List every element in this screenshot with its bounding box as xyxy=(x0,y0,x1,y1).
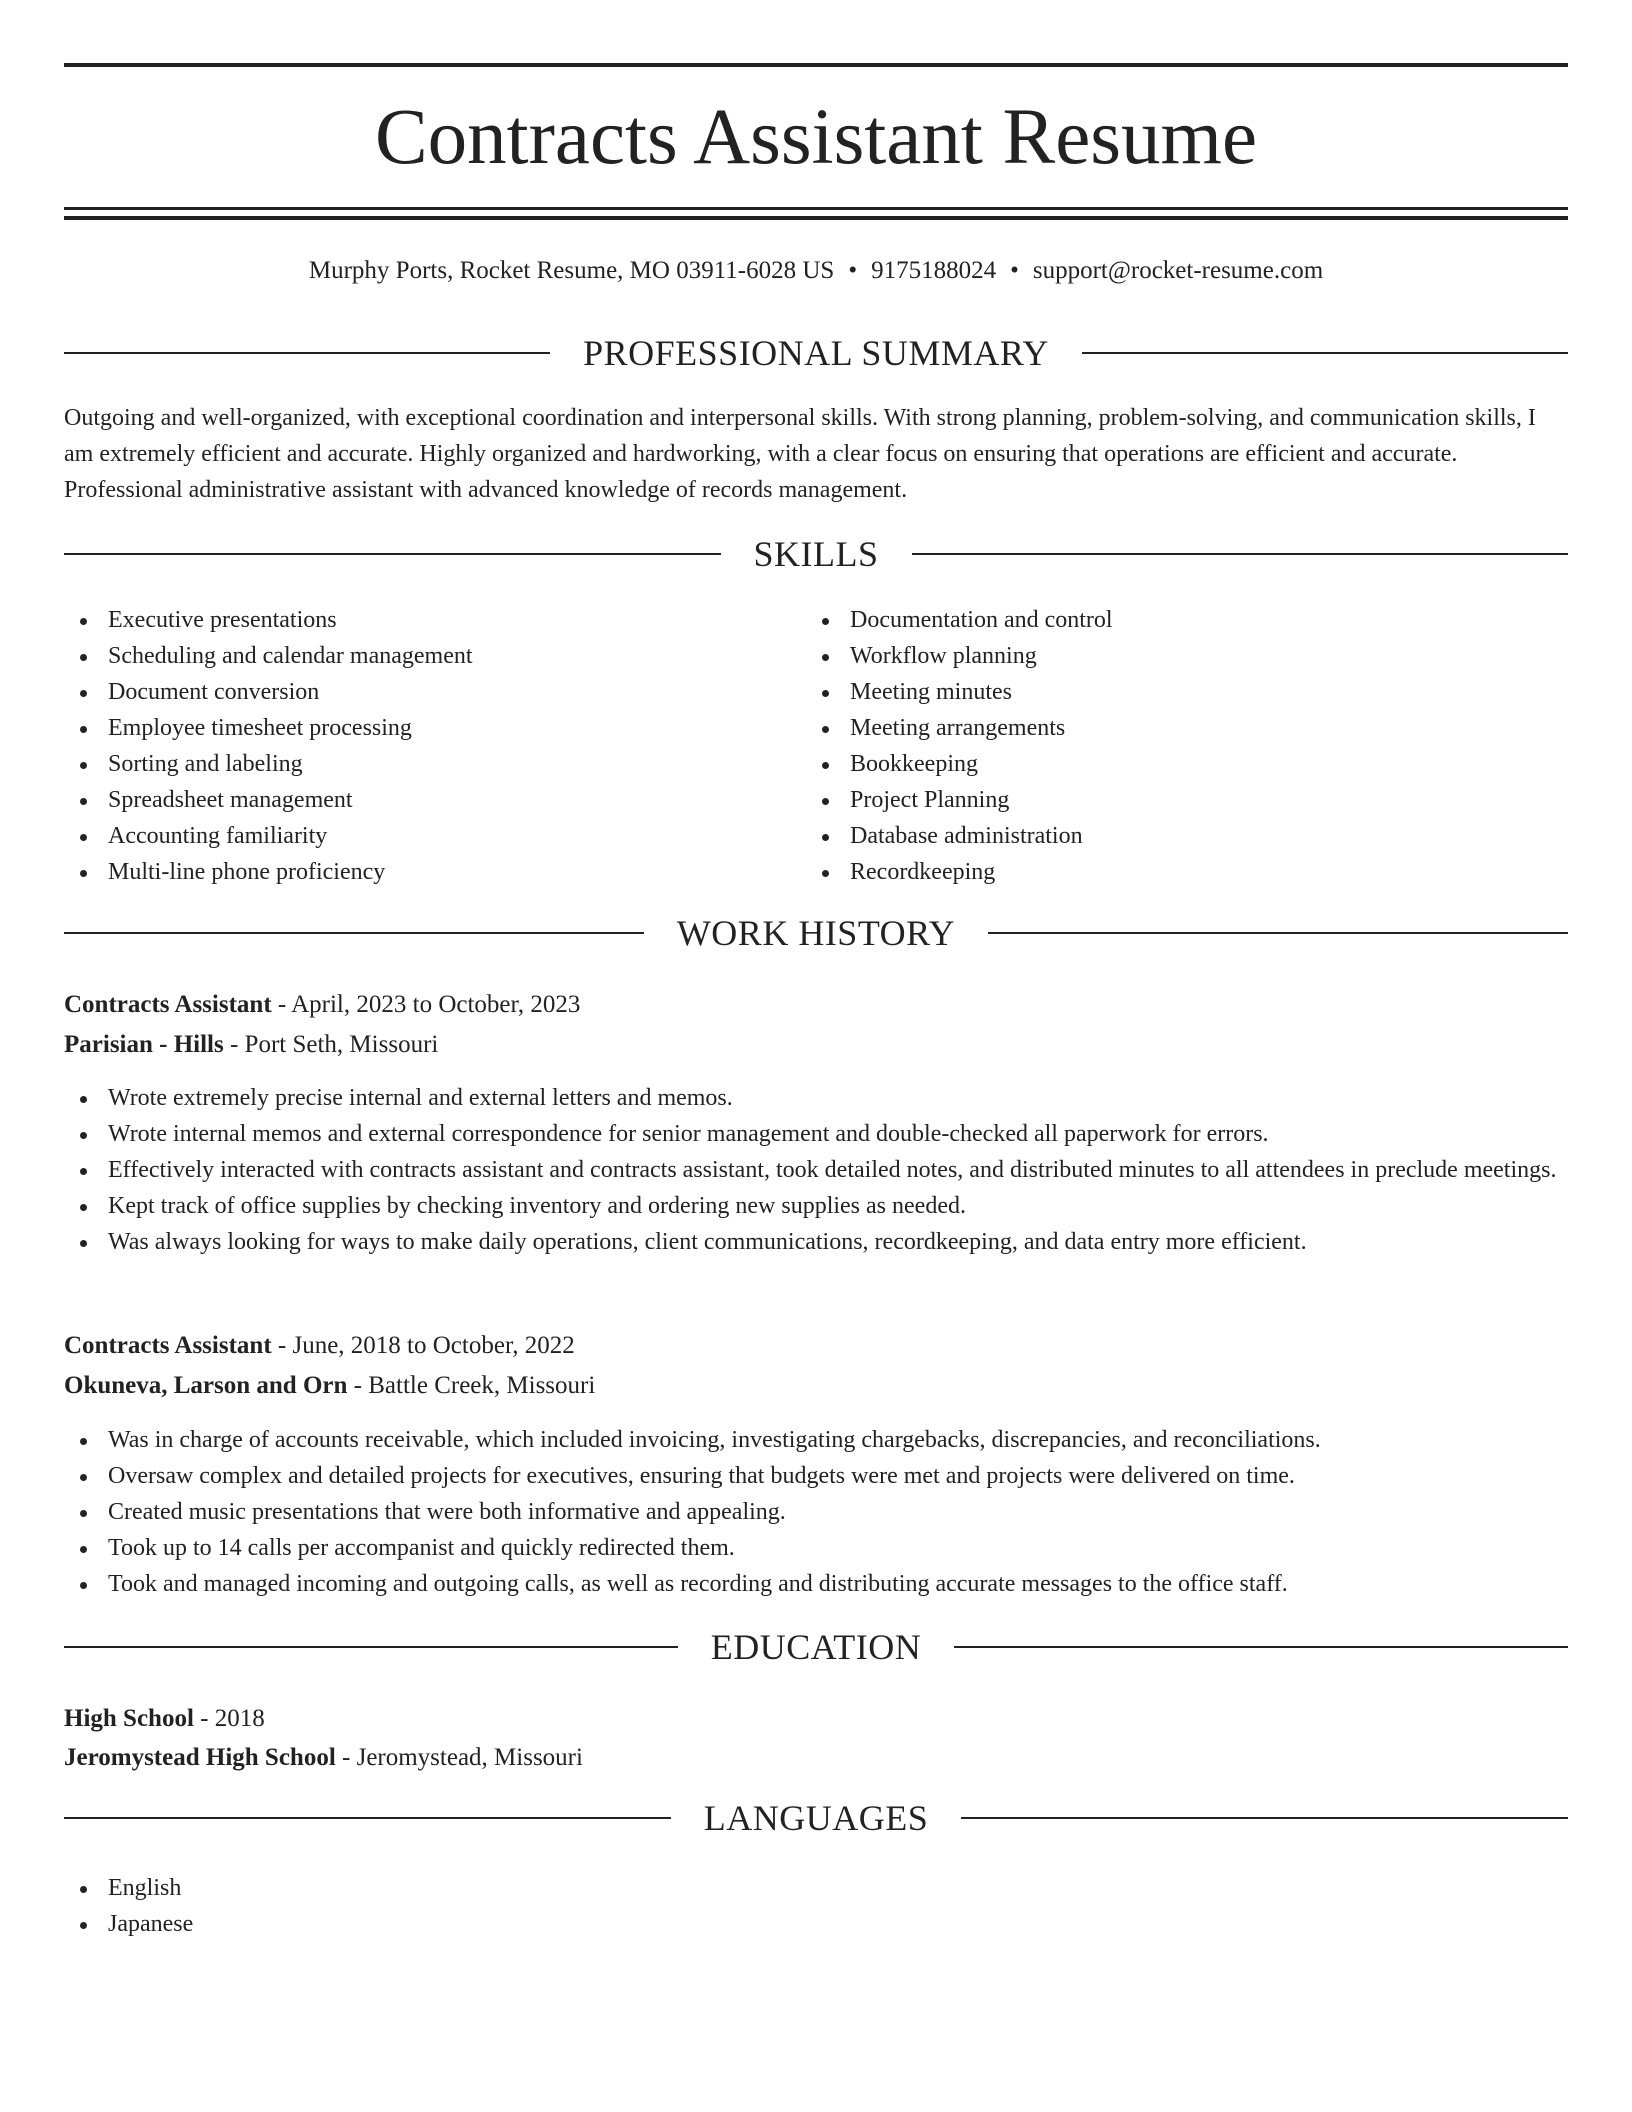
languages-block xyxy=(64,1870,1568,1942)
skills-list-right xyxy=(806,602,1506,890)
skill-item: Meeting arrangements xyxy=(806,710,1506,746)
education-degree: High School xyxy=(64,1705,194,1732)
job-bullet: Took and managed incoming and outgoing calls, as well as recording and distributing accurate messages to the office staff. xyxy=(64,1566,1568,1602)
job-bullet: Effectively interacted with contracts assistant and contracts assistant, took detailed notes, and distributed minutes to all attendees in preclude meetings. xyxy=(64,1152,1568,1188)
divider xyxy=(64,553,721,555)
skill-item: Accounting familiarity xyxy=(64,818,764,854)
job-company-line xyxy=(64,1366,1568,1406)
divider xyxy=(64,1817,671,1819)
job-bullets xyxy=(64,1080,1568,1260)
job-bullet: Wrote extremely precise internal and external letters and memos. xyxy=(64,1080,1568,1116)
page-title: Contracts Assistant Resume xyxy=(374,94,1258,181)
job-title: Contracts Assistant xyxy=(64,991,272,1018)
section-header-work xyxy=(64,911,1568,955)
section-title-education: EDUCATION xyxy=(710,1627,922,1667)
divider xyxy=(64,932,644,934)
job-bullet: Took up to 14 calls per accompanist and quickly redirected them. xyxy=(64,1530,1568,1566)
section-header-skills xyxy=(64,532,1568,576)
job-dates: - April, 2023 to October, 2023 xyxy=(271,991,581,1018)
contact-separator: • xyxy=(1010,257,1019,284)
divider xyxy=(954,1646,1568,1648)
job-bullet-list xyxy=(64,1422,1568,1602)
section-title-languages: LANGUAGES xyxy=(703,1798,929,1838)
job-location: - Battle Creek, Missouri xyxy=(347,1372,596,1399)
divider xyxy=(912,553,1569,555)
skill-item: Recordkeeping xyxy=(806,854,1506,890)
languages-list xyxy=(64,1870,1568,1942)
skills-column-left xyxy=(64,602,764,890)
skill-item: Employee timesheet processing xyxy=(64,710,764,746)
job-company-line xyxy=(64,1025,1568,1065)
contact-address: Murphy Ports, Rocket Resume, MO 03911-6028 US xyxy=(308,257,835,284)
job-bullet: Was in charge of accounts receivable, which included invoicing, investigating chargebacks, discrepancies, and reconciliations. xyxy=(64,1422,1568,1458)
section-title-skills: SKILLS xyxy=(753,534,879,574)
contact-phone: 9175188024 xyxy=(871,257,997,284)
skill-item: Database administration xyxy=(806,818,1506,854)
skill-item: Documentation and control xyxy=(806,602,1506,638)
job-company: Okuneva, Larson and Orn xyxy=(64,1372,348,1399)
job-title-line xyxy=(64,985,1568,1025)
skill-item: Document conversion xyxy=(64,674,764,710)
job-bullet-list xyxy=(64,1080,1568,1260)
section-header-summary xyxy=(64,331,1568,375)
skill-item: Meeting minutes xyxy=(806,674,1506,710)
section-header-languages xyxy=(64,1796,1568,1840)
job-bullet: Was always looking for ways to make daily operations, client communications, recordkeeping, and data entry more efficient. xyxy=(64,1224,1568,1260)
skill-item: Spreadsheet management xyxy=(64,782,764,818)
skills-column-right xyxy=(806,602,1506,890)
contact-separator: • xyxy=(848,257,858,284)
education-school: Jeromystead High School xyxy=(64,1744,336,1771)
skill-item: Scheduling and calendar management xyxy=(64,638,764,674)
skill-item: Sorting and labeling xyxy=(64,746,764,782)
summary-text: Outgoing and well-organized, with exceptional coordination and interpersonal skills. With strong planning, problem-solving, and communication skills, I am extremely efficient and accurate. Highly organized and hardworking, with a clear focus on ensuring that operations are efficient and accurate. Professional administrative assistant with advanced knowledge of records management. xyxy=(64,405,1536,503)
job-company: Parisian - Hills xyxy=(64,1031,224,1058)
education-school-line xyxy=(64,1738,1568,1778)
job-location: - Port Seth, Missouri xyxy=(223,1031,439,1058)
education-degree-line xyxy=(64,1699,1568,1739)
contact-email: support@rocket-resume.com xyxy=(1032,257,1324,284)
job-dates: - June, 2018 to October, 2022 xyxy=(271,1332,575,1359)
language-item: Japanese xyxy=(64,1906,1568,1942)
skill-item: Bookkeeping xyxy=(806,746,1506,782)
skill-item: Executive presentations xyxy=(64,602,764,638)
title-double-rule xyxy=(64,207,1568,220)
language-item: English xyxy=(64,1870,1568,1906)
education-location: - Jeromystead, Missouri xyxy=(335,1744,583,1771)
job-bullets xyxy=(64,1422,1568,1602)
skill-item: Workflow planning xyxy=(806,638,1506,674)
divider xyxy=(64,352,550,354)
job-bullet: Oversaw complex and detailed projects for executives, ensuring that budgets were met and projects were delivered on time. xyxy=(64,1458,1568,1494)
job-title-line xyxy=(64,1326,1568,1366)
skills-list-left xyxy=(64,602,764,890)
job-title: Contracts Assistant xyxy=(64,1332,272,1359)
top-rule xyxy=(64,63,1568,67)
divider xyxy=(988,932,1568,934)
job-bullet: Wrote internal memos and external correspondence for senior management and double-checked all paperwork for errors. xyxy=(64,1116,1568,1152)
education-year: - 2018 xyxy=(193,1705,265,1732)
skill-item: Multi-line phone proficiency xyxy=(64,854,764,890)
divider xyxy=(64,1646,678,1648)
divider xyxy=(1082,352,1568,354)
skill-item: Project Planning xyxy=(806,782,1506,818)
divider xyxy=(961,1817,1568,1819)
job-bullet: Kept track of office supplies by checking inventory and ordering new supplies as needed. xyxy=(64,1188,1568,1224)
section-title-work: WORK HISTORY xyxy=(676,913,956,953)
job-bullet: Created music presentations that were both informative and appealing. xyxy=(64,1494,1568,1530)
contact-line xyxy=(64,254,1568,288)
section-header-education xyxy=(64,1625,1568,1669)
section-title-summary: PROFESSIONAL SUMMARY xyxy=(583,333,1049,373)
